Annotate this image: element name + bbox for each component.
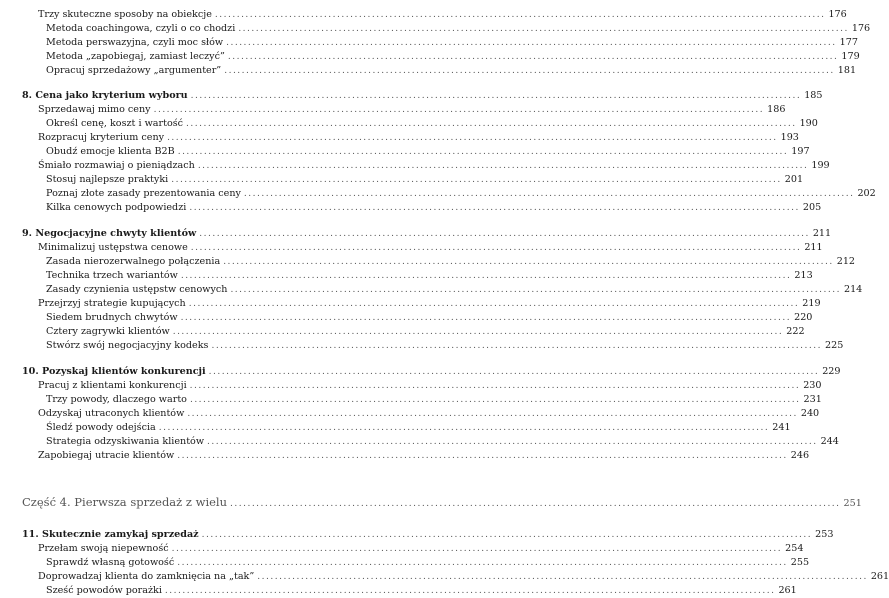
entry-page: 261 — [870, 571, 889, 582]
chapter-page: 253 — [815, 529, 834, 540]
entry-title: Trzy skuteczne sposoby na obiekcje — [38, 9, 212, 20]
dot-leader — [165, 584, 776, 598]
toc-entry — [38, 241, 823, 255]
entry-title: Rozpracuj kryterium ceny — [38, 132, 165, 143]
entry-page: 179 — [841, 51, 860, 62]
dot-leader — [230, 495, 841, 513]
entry-page: 246 — [790, 450, 810, 461]
entry-title: Metoda coachingowa, czyli o co chodzi — [46, 23, 236, 34]
dot-leader — [177, 449, 788, 463]
dot-leader — [230, 283, 841, 297]
toc-entry — [46, 283, 863, 297]
entry-page: 222 — [786, 326, 805, 337]
dot-leader — [173, 325, 784, 339]
toc-entry — [46, 435, 839, 449]
toc-entry — [46, 255, 856, 269]
toc-entry — [46, 339, 844, 353]
part-page: 251 — [843, 498, 862, 509]
dot-leader — [198, 159, 809, 173]
dot-leader — [226, 36, 837, 50]
entry-page: 261 — [778, 585, 797, 596]
dot-leader — [209, 365, 820, 379]
dot-leader — [191, 241, 802, 255]
toc-entry — [46, 117, 818, 131]
chapter-title: 8. Cena jako kryterium wyboru — [22, 90, 188, 101]
dot-leader — [189, 201, 800, 215]
toc-entry — [46, 36, 858, 50]
toc-entry — [46, 145, 810, 159]
entry-title: Śmiało rozmawiaj o pieniądzach — [38, 160, 195, 171]
dot-leader — [199, 227, 810, 241]
entry-page: 181 — [837, 65, 857, 76]
entry-page: 219 — [802, 298, 821, 309]
chapter-title: 11. Skutecznie zamykaj sprzedaż — [22, 529, 199, 540]
dot-leader — [202, 528, 813, 542]
toc-entry — [38, 159, 830, 173]
entry-page: 193 — [780, 132, 799, 143]
entry-page: 205 — [802, 202, 822, 213]
toc-entry — [38, 379, 822, 393]
toc-entry — [46, 64, 857, 78]
entry-title: Opracuj sprzedażowy „argumenter” — [46, 65, 222, 76]
toc-entry — [46, 556, 810, 570]
chapter-heading — [22, 227, 832, 241]
toc-entry — [46, 325, 805, 339]
entry-page: 213 — [794, 270, 813, 281]
toc-entry — [46, 311, 813, 325]
dot-leader — [190, 379, 801, 393]
dot-leader — [191, 89, 802, 103]
toc-entry — [46, 421, 791, 435]
toc-entry — [38, 103, 786, 117]
entry-title: Metoda „zapobiegaj, zamiast leczyć” — [46, 51, 225, 62]
toc-entry — [38, 8, 847, 22]
entry-title: Zapobiegaj utracie klientów — [38, 450, 175, 461]
entry-title: Zasada nierozerwalnego połączenia — [46, 256, 221, 267]
chapter-heading — [22, 89, 823, 103]
entry-page: 244 — [820, 436, 839, 447]
chapter-title: 9. Negocjacyjne chwyty klientów — [22, 228, 197, 239]
entry-title: Sprawdź własną gotowość — [46, 557, 175, 568]
dot-leader — [181, 311, 792, 325]
entry-title: Strategia odzyskiwania klientów — [46, 436, 205, 447]
entry-page: 211 — [804, 242, 823, 253]
toc-entry — [46, 22, 871, 36]
entry-title: Metoda perswazyjna, czyli moc słów — [46, 37, 224, 48]
entry-page: 197 — [791, 146, 810, 157]
toc-entry — [38, 542, 804, 556]
dot-leader — [238, 22, 849, 36]
toc-entry — [46, 584, 797, 596]
dot-leader — [215, 8, 826, 22]
entry-page: 240 — [800, 408, 820, 419]
entry-page: 199 — [811, 160, 830, 171]
entry-page: 214 — [843, 284, 863, 295]
toc-entry — [46, 187, 876, 201]
entry-page: 212 — [836, 256, 856, 267]
dot-leader — [244, 187, 855, 201]
entry-page: 241 — [772, 422, 791, 433]
chapter-page: 211 — [812, 228, 832, 239]
entry-title: Przejrzyj strategie kupujących — [38, 298, 186, 309]
toc-entry — [38, 449, 810, 463]
toc-entry — [38, 570, 889, 584]
chapter-heading — [22, 528, 834, 542]
chapter-heading — [22, 365, 841, 379]
entry-title: Cztery zagrywki klientów — [46, 326, 170, 337]
entry-title: Kilka cenowych podpowiedzi — [46, 202, 187, 213]
dot-leader — [187, 407, 798, 421]
toc-entry — [38, 131, 799, 145]
dot-leader — [167, 131, 778, 145]
dot-leader — [223, 255, 834, 269]
entry-title: Trzy powody, dlaczego warto — [46, 394, 187, 405]
entry-page: 176 — [851, 23, 871, 34]
entry-title: Pracuj z klientami konkurencji — [38, 380, 187, 391]
entry-page: 176 — [828, 9, 847, 20]
dot-leader — [211, 339, 822, 353]
entry-title: Sześć powodów porażki — [46, 585, 162, 596]
entry-title: Odzyskaj utraconych klientów — [38, 408, 185, 419]
entry-page: 186 — [767, 104, 786, 115]
toc-entry — [38, 407, 820, 421]
entry-title: Śledź powody odejścia — [46, 422, 156, 433]
entry-title: Technika trzech wariantów — [46, 270, 178, 281]
chapter-page: 185 — [804, 90, 823, 101]
toc-entry — [46, 201, 822, 215]
dot-leader — [181, 269, 792, 283]
toc-entry — [46, 173, 804, 187]
entry-page: 201 — [784, 174, 804, 185]
dot-leader — [159, 421, 770, 435]
dot-leader — [154, 103, 765, 117]
entry-page: 255 — [790, 557, 810, 568]
part-heading — [22, 493, 862, 511]
entry-title: Stosuj najlepsze praktyki — [46, 174, 169, 185]
toc-entry — [46, 269, 813, 283]
entry-page: 230 — [803, 380, 822, 391]
entry-title: Obudź emocje klienta B2B — [46, 146, 175, 157]
entry-title: Określ cenę, koszt i wartość — [46, 118, 184, 129]
entry-page: 220 — [794, 312, 813, 323]
dot-leader — [228, 50, 839, 64]
dot-leader — [172, 542, 783, 556]
entry-page: 190 — [799, 118, 818, 129]
dot-leader — [186, 117, 797, 131]
entry-title: Siedem brudnych chwytów — [46, 312, 178, 323]
dot-leader — [189, 297, 800, 311]
dot-leader — [224, 64, 835, 78]
entry-title: Przełam swoją niepewność — [38, 543, 169, 554]
dot-leader — [178, 145, 789, 159]
toc-entry — [46, 393, 822, 407]
entry-page: 254 — [785, 543, 804, 554]
dot-leader — [257, 570, 868, 584]
chapter-title: 10. Pozyskaj klientów konkurencji — [22, 366, 206, 377]
chapter-page: 229 — [822, 366, 841, 377]
entry-page: 202 — [857, 188, 876, 199]
entry-page: 177 — [839, 37, 858, 48]
entry-title: Doprowadzaj klienta do zamknięcia na „tak” — [38, 571, 255, 582]
toc-entry — [38, 297, 821, 311]
dot-leader — [171, 173, 782, 187]
dot-leader — [190, 393, 801, 407]
entry-title: Stwórz swój negocjacyjny kodeks — [46, 340, 209, 351]
part-title: Część 4. Pierwsza sprzedaż z wielu — [22, 495, 228, 509]
entry-title: Poznaj złote zasady prezentowania ceny — [46, 188, 241, 199]
entry-page: 231 — [803, 394, 822, 405]
entry-title: Zasady czynienia ustępstw cenowych — [46, 284, 228, 295]
entry-title: Minimalizuj ustępstwa cenowe — [38, 242, 188, 253]
entry-title: Sprzedawaj mimo ceny — [38, 104, 151, 115]
entry-page: 225 — [824, 340, 844, 351]
dot-leader — [207, 435, 818, 449]
toc-entry — [46, 50, 860, 64]
dot-leader — [177, 556, 788, 570]
